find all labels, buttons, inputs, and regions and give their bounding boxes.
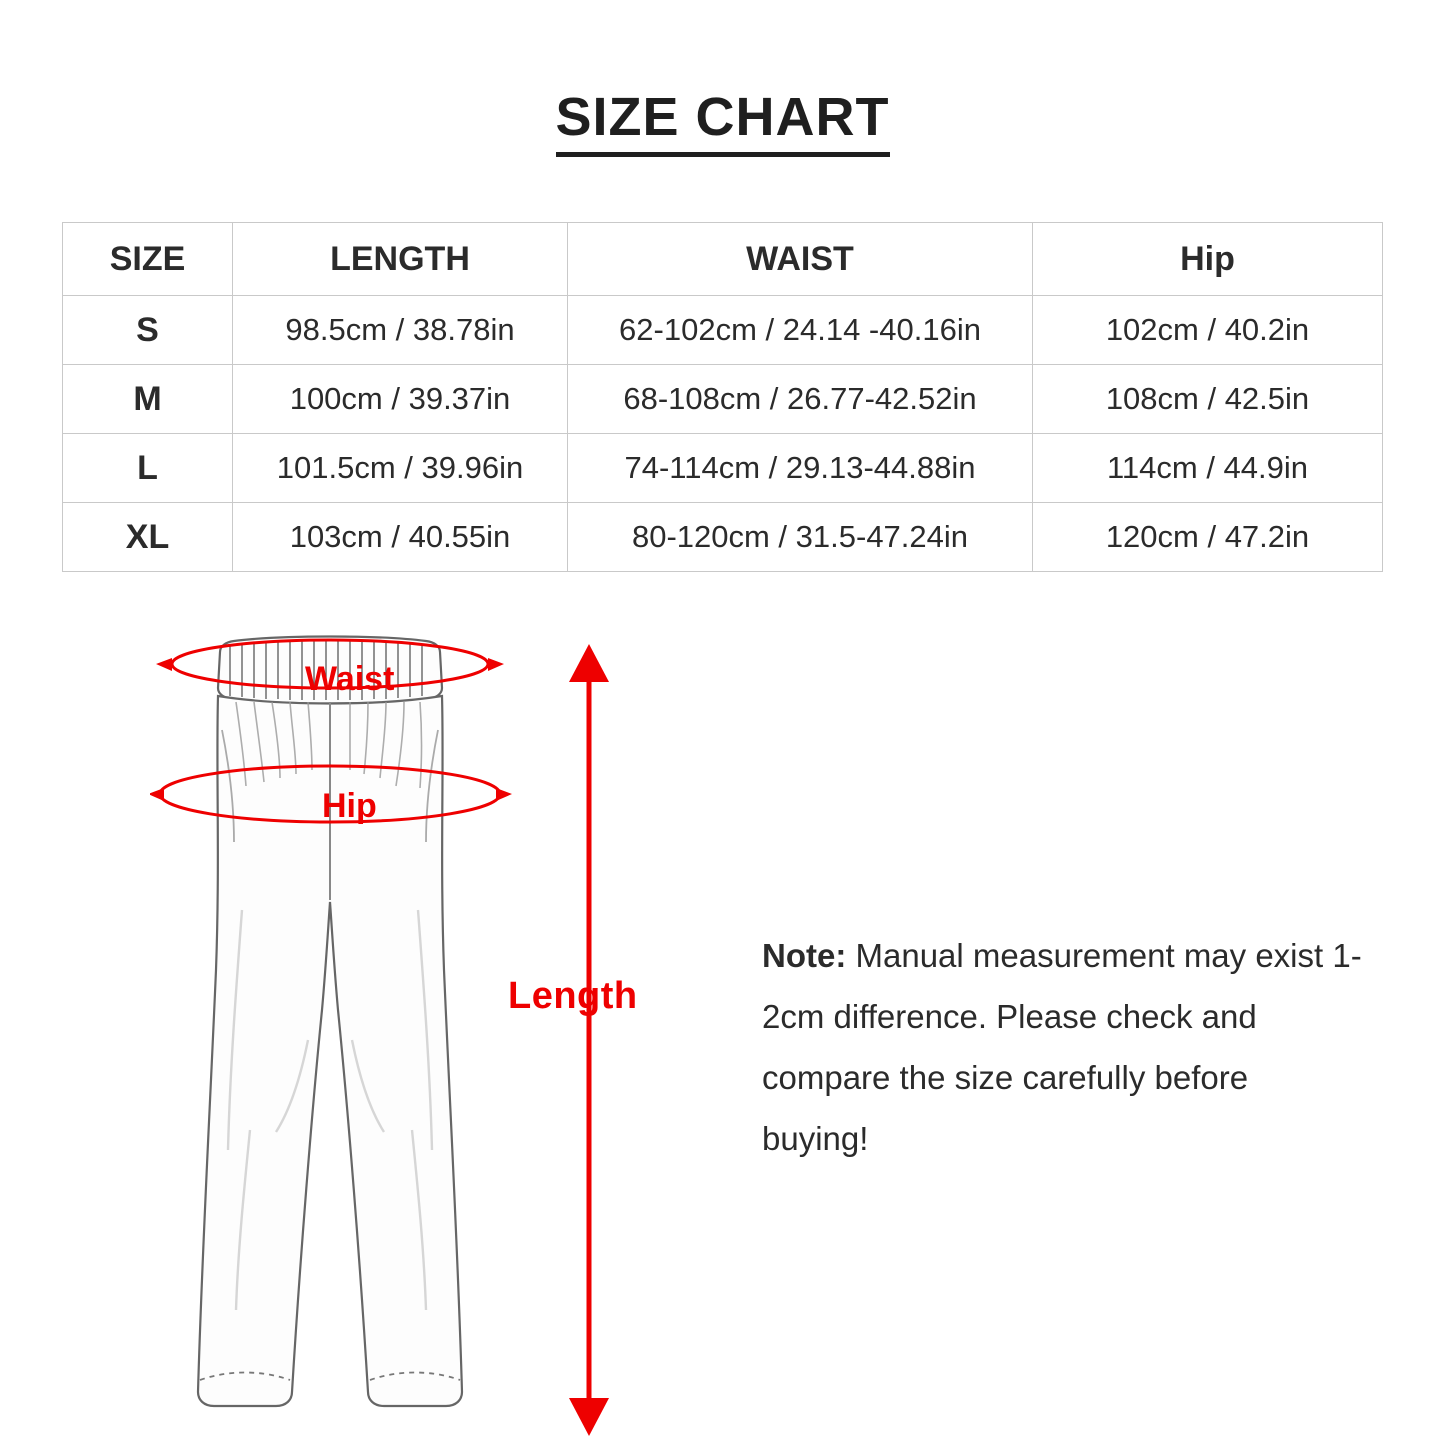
hip-arrow-left-icon (150, 788, 164, 801)
waist-label: Waist (305, 660, 395, 698)
cell-waist: 62-102cm / 24.14 -40.16in (568, 296, 1033, 365)
cell-hip: 108cm / 42.5in (1033, 365, 1383, 434)
cell-length: 98.5cm / 38.78in (233, 296, 568, 365)
length-measure-arrow (555, 640, 635, 1440)
length-label: Length (508, 975, 638, 1017)
note-body: Manual measurement may exist 1-2cm difference. Please check and compare the size carefully before buying! (762, 937, 1362, 1158)
table-row (63, 365, 1383, 434)
waist-arrow-left-icon (156, 658, 172, 671)
waist-arrow-right-icon (488, 658, 504, 671)
cell-size: XL (63, 503, 233, 572)
size-chart-table (62, 222, 1383, 572)
table-row (63, 503, 1383, 572)
length-arrow-down-icon (569, 1398, 609, 1436)
cell-size: M (63, 365, 233, 434)
table-header (63, 223, 1383, 296)
cell-hip: 102cm / 40.2in (1033, 296, 1383, 365)
column-header-hip: Hip (1033, 223, 1383, 296)
cell-hip: 120cm / 47.2in (1033, 503, 1383, 572)
hip-label: Hip (322, 787, 377, 825)
page-title-container (0, 88, 1445, 157)
table-body (63, 296, 1383, 572)
length-arrow-up-icon (569, 644, 609, 682)
note-text (762, 925, 1362, 1169)
cell-length: 103cm / 40.55in (233, 503, 568, 572)
table-row (63, 296, 1383, 365)
table-header-row (63, 223, 1383, 296)
page-title: SIZE CHART (556, 88, 890, 157)
hip-arrow-right-icon (496, 788, 512, 801)
cell-size: S (63, 296, 233, 365)
cell-hip: 114cm / 44.9in (1033, 434, 1383, 503)
note-prefix: Note: (762, 937, 847, 974)
cell-length: 100cm / 39.37in (233, 365, 568, 434)
column-header-size: SIZE (63, 223, 233, 296)
cell-waist: 74-114cm / 29.13-44.88in (568, 434, 1033, 503)
cell-size: L (63, 434, 233, 503)
cell-waist: 68-108cm / 26.77-42.52in (568, 365, 1033, 434)
column-header-waist: WAIST (568, 223, 1033, 296)
table-row (63, 434, 1383, 503)
column-header-length: LENGTH (233, 223, 568, 296)
cell-length: 101.5cm / 39.96in (233, 434, 568, 503)
length-arrow-svg (555, 640, 635, 1440)
cell-waist: 80-120cm / 31.5-47.24in (568, 503, 1033, 572)
